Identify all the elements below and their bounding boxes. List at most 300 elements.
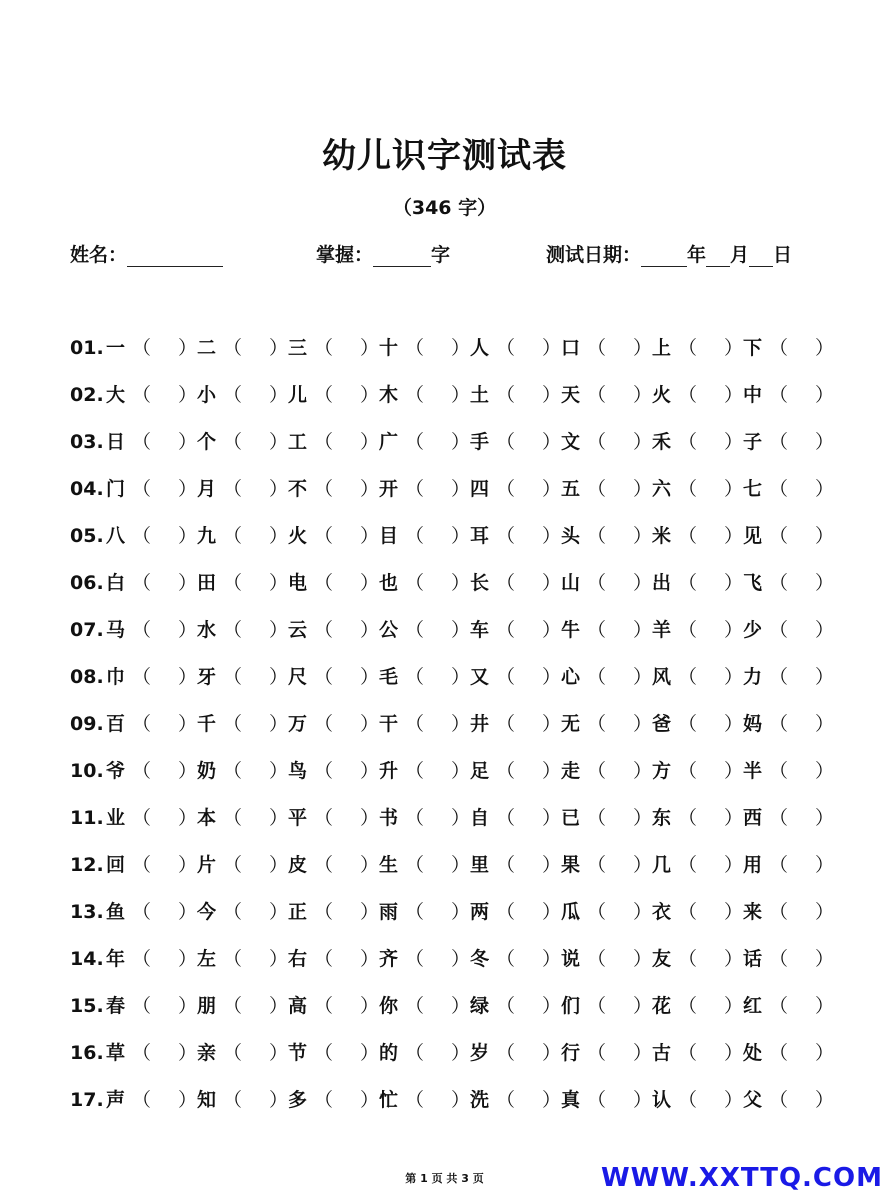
answer-paren-close: ）	[633, 995, 653, 1017]
answer-paren-close: ）	[178, 619, 198, 641]
char: 们	[561, 995, 581, 1017]
answer-paren-close: ）	[815, 854, 835, 876]
char: 千	[197, 713, 217, 735]
char: 火	[288, 525, 308, 547]
char: 处	[743, 1042, 763, 1064]
char: 人	[470, 337, 490, 359]
char: 声	[106, 1089, 126, 1111]
answer-paren-close: ）	[542, 666, 562, 688]
char: 本	[197, 807, 217, 829]
char: 巾	[106, 666, 126, 688]
char: 无	[561, 713, 581, 735]
answer-paren-close: ）	[815, 760, 835, 782]
answer-paren-close: ）	[542, 995, 562, 1017]
char: 花	[652, 995, 672, 1017]
answer-paren-open: （	[314, 525, 334, 547]
answer-paren-close: ）	[360, 478, 380, 500]
answer-paren-close: ）	[451, 760, 471, 782]
char: 行	[561, 1042, 581, 1064]
table-row	[70, 372, 835, 419]
month-label: 月	[730, 244, 750, 266]
char: 少	[743, 619, 763, 641]
table-row	[70, 748, 835, 795]
char: 三	[288, 337, 308, 359]
char: 门	[106, 478, 126, 500]
answer-paren-close: ）	[451, 478, 471, 500]
answer-paren-open: （	[496, 713, 516, 735]
answer-paren-close: ）	[724, 384, 744, 406]
answer-paren-open: （	[314, 807, 334, 829]
row-number: 12.	[70, 854, 104, 876]
answer-paren-close: ）	[815, 525, 835, 547]
year-blank	[641, 244, 687, 267]
character-table	[70, 325, 835, 1124]
table-row	[70, 560, 835, 607]
answer-paren-close: ）	[724, 431, 744, 453]
answer-paren-open: （	[314, 572, 334, 594]
char: 里	[470, 854, 490, 876]
answer-paren-open: （	[769, 760, 789, 782]
answer-paren-open: （	[314, 384, 334, 406]
answer-paren-open: （	[223, 525, 243, 547]
char: 干	[379, 713, 399, 735]
answer-paren-close: ）	[269, 572, 289, 594]
char: 节	[288, 1042, 308, 1064]
char: 果	[561, 854, 581, 876]
char: 书	[379, 807, 399, 829]
char: 口	[561, 337, 581, 359]
answer-paren-open: （	[496, 384, 516, 406]
row-number: 07.	[70, 619, 104, 641]
answer-paren-open: （	[223, 713, 243, 735]
row-number: 01.	[70, 337, 104, 359]
row-number: 16.	[70, 1042, 104, 1064]
answer-paren-close: ）	[178, 948, 198, 970]
mastery-blank	[373, 244, 431, 267]
answer-paren-open: （	[223, 807, 243, 829]
char: 足	[470, 760, 490, 782]
page-title: 幼儿识字测试表	[322, 136, 567, 176]
answer-paren-open: （	[223, 666, 243, 688]
char: 田	[197, 572, 217, 594]
answer-paren-open: （	[769, 1042, 789, 1064]
char: 方	[652, 760, 672, 782]
answer-paren-open: （	[769, 384, 789, 406]
answer-paren-close: ）	[360, 713, 380, 735]
answer-paren-close: ）	[633, 760, 653, 782]
answer-paren-open: （	[496, 901, 516, 923]
char: 绿	[470, 995, 490, 1017]
char: 多	[288, 1089, 308, 1111]
name-blank	[127, 244, 223, 267]
char: 上	[652, 337, 672, 359]
char: 冬	[470, 948, 490, 970]
answer-paren-open: （	[405, 384, 425, 406]
answer-paren-open: （	[132, 384, 152, 406]
answer-paren-close: ）	[724, 807, 744, 829]
char: 半	[743, 760, 763, 782]
answer-paren-open: （	[587, 666, 607, 688]
char: 禾	[652, 431, 672, 453]
answer-paren-close: ）	[178, 854, 198, 876]
answer-paren-open: （	[678, 337, 698, 359]
answer-paren-close: ）	[815, 572, 835, 594]
answer-paren-close: ）	[724, 901, 744, 923]
answer-paren-open: （	[405, 713, 425, 735]
answer-paren-close: ）	[269, 619, 289, 641]
answer-paren-open: （	[496, 337, 516, 359]
answer-paren-open: （	[587, 1089, 607, 1111]
table-row	[70, 795, 835, 842]
char: 平	[288, 807, 308, 829]
answer-paren-open: （	[132, 431, 152, 453]
char: 说	[561, 948, 581, 970]
char: 飞	[743, 572, 763, 594]
row-number: 10.	[70, 760, 104, 782]
char: 业	[106, 807, 126, 829]
answer-paren-open: （	[496, 525, 516, 547]
answer-paren-open: （	[132, 478, 152, 500]
answer-paren-close: ）	[815, 337, 835, 359]
char: 高	[288, 995, 308, 1017]
char: 米	[652, 525, 672, 547]
answer-paren-close: ）	[542, 337, 562, 359]
answer-paren-open: （	[769, 1089, 789, 1111]
answer-paren-open: （	[769, 807, 789, 829]
char: 百	[106, 713, 126, 735]
answer-paren-close: ）	[542, 1089, 562, 1111]
char: 两	[470, 901, 490, 923]
table-row	[70, 466, 835, 513]
answer-paren-open: （	[132, 807, 152, 829]
answer-paren-close: ）	[633, 948, 653, 970]
answer-paren-open: （	[678, 666, 698, 688]
char: 出	[652, 572, 672, 594]
answer-paren-open: （	[587, 901, 607, 923]
answer-paren-close: ）	[542, 478, 562, 500]
answer-paren-close: ）	[269, 1089, 289, 1111]
char: 木	[379, 384, 399, 406]
answer-paren-close: ）	[269, 995, 289, 1017]
test-date-field	[546, 240, 792, 267]
char: 中	[743, 384, 763, 406]
answer-paren-close: ）	[633, 807, 653, 829]
answer-paren-close: ）	[815, 619, 835, 641]
answer-paren-close: ）	[451, 619, 471, 641]
answer-paren-close: ）	[815, 807, 835, 829]
answer-paren-open: （	[223, 1042, 243, 1064]
table-row	[70, 419, 835, 466]
answer-paren-open: （	[587, 948, 607, 970]
char: 十	[379, 337, 399, 359]
answer-paren-open: （	[223, 431, 243, 453]
answer-paren-open: （	[405, 1042, 425, 1064]
answer-paren-close: ）	[360, 760, 380, 782]
answer-paren-close: ）	[360, 1089, 380, 1111]
answer-paren-open: （	[132, 666, 152, 688]
char: 父	[743, 1089, 763, 1111]
answer-paren-open: （	[405, 431, 425, 453]
answer-paren-close: ）	[269, 901, 289, 923]
name-label: 姓名：	[70, 244, 128, 266]
answer-paren-open: （	[587, 854, 607, 876]
char: 车	[470, 619, 490, 641]
month-blank	[706, 244, 730, 267]
char: 认	[652, 1089, 672, 1111]
answer-paren-close: ）	[724, 1089, 744, 1111]
answer-paren-close: ）	[451, 948, 471, 970]
answer-paren-close: ）	[360, 995, 380, 1017]
answer-paren-close: ）	[815, 995, 835, 1017]
char: 云	[288, 619, 308, 641]
char: 日	[106, 431, 126, 453]
answer-paren-close: ）	[269, 431, 289, 453]
answer-paren-open: （	[678, 572, 698, 594]
answer-paren-open: （	[769, 572, 789, 594]
char: 红	[743, 995, 763, 1017]
answer-paren-open: （	[405, 478, 425, 500]
answer-paren-open: （	[314, 478, 334, 500]
answer-paren-open: （	[314, 995, 334, 1017]
char: 公	[379, 619, 399, 641]
row-number: 05.	[70, 525, 104, 547]
char: 力	[743, 666, 763, 688]
answer-paren-close: ）	[451, 666, 471, 688]
answer-paren-open: （	[496, 995, 516, 1017]
char: 古	[652, 1042, 672, 1064]
char: 来	[743, 901, 763, 923]
char: 升	[379, 760, 399, 782]
answer-paren-close: ）	[815, 666, 835, 688]
answer-paren-close: ）	[178, 666, 198, 688]
char: 岁	[470, 1042, 490, 1064]
answer-paren-open: （	[223, 619, 243, 641]
table-row	[70, 983, 835, 1030]
char: 水	[197, 619, 217, 641]
char: 今	[197, 901, 217, 923]
answer-paren-close: ）	[269, 854, 289, 876]
answer-paren-open: （	[587, 995, 607, 1017]
answer-paren-open: （	[496, 760, 516, 782]
answer-paren-close: ）	[451, 384, 471, 406]
char: 草	[106, 1042, 126, 1064]
answer-paren-close: ）	[360, 384, 380, 406]
answer-paren-open: （	[678, 431, 698, 453]
answer-paren-close: ）	[451, 337, 471, 359]
answer-paren-close: ）	[269, 948, 289, 970]
char: 自	[470, 807, 490, 829]
answer-paren-close: ）	[178, 713, 198, 735]
answer-paren-open: （	[769, 713, 789, 735]
answer-paren-close: ）	[633, 1042, 653, 1064]
char: 土	[470, 384, 490, 406]
char: 尺	[288, 666, 308, 688]
char: 见	[743, 525, 763, 547]
char: 几	[652, 854, 672, 876]
char: 耳	[470, 525, 490, 547]
answer-paren-open: （	[223, 337, 243, 359]
answer-paren-close: ）	[451, 1042, 471, 1064]
char: 年	[106, 948, 126, 970]
char: 目	[379, 525, 399, 547]
answer-paren-close: ）	[724, 995, 744, 1017]
answer-paren-open: （	[678, 478, 698, 500]
answer-paren-open: （	[496, 572, 516, 594]
answer-paren-open: （	[132, 713, 152, 735]
char: 山	[561, 572, 581, 594]
date-label: 测试日期：	[546, 244, 642, 266]
answer-paren-open: （	[587, 713, 607, 735]
answer-paren-close: ）	[724, 525, 744, 547]
answer-paren-close: ）	[178, 478, 198, 500]
answer-paren-close: ）	[269, 713, 289, 735]
char: 亲	[197, 1042, 217, 1064]
answer-paren-close: ）	[815, 948, 835, 970]
answer-paren-close: ）	[542, 384, 562, 406]
answer-paren-open: （	[587, 619, 607, 641]
answer-paren-open: （	[496, 948, 516, 970]
answer-paren-open: （	[132, 525, 152, 547]
char: 天	[561, 384, 581, 406]
char: 长	[470, 572, 490, 594]
answer-paren-open: （	[223, 384, 243, 406]
char: 四	[470, 478, 490, 500]
char: 火	[652, 384, 672, 406]
char: 的	[379, 1042, 399, 1064]
char: 已	[561, 807, 581, 829]
answer-paren-close: ）	[178, 807, 198, 829]
answer-paren-open: （	[223, 478, 243, 500]
char: 西	[743, 807, 763, 829]
answer-paren-open: （	[314, 337, 334, 359]
answer-paren-open: （	[678, 1089, 698, 1111]
answer-paren-close: ）	[815, 1042, 835, 1064]
answer-paren-open: （	[405, 995, 425, 1017]
answer-paren-close: ）	[724, 713, 744, 735]
answer-paren-close: ）	[269, 384, 289, 406]
answer-paren-close: ）	[815, 713, 835, 735]
year-label: 年	[687, 244, 707, 266]
answer-paren-open: （	[587, 760, 607, 782]
char: 毛	[379, 666, 399, 688]
char: 齐	[379, 948, 399, 970]
answer-paren-open: （	[496, 854, 516, 876]
answer-paren-close: ）	[724, 760, 744, 782]
answer-paren-close: ）	[269, 478, 289, 500]
answer-paren-close: ）	[451, 807, 471, 829]
char: 六	[652, 478, 672, 500]
answer-paren-open: （	[314, 713, 334, 735]
answer-paren-open: （	[405, 807, 425, 829]
char: 东	[652, 807, 672, 829]
answer-paren-open: （	[314, 1089, 334, 1111]
answer-paren-open: （	[587, 1042, 607, 1064]
char: 爷	[106, 760, 126, 782]
answer-paren-open: （	[678, 760, 698, 782]
answer-paren-open: （	[132, 1089, 152, 1111]
char: 回	[106, 854, 126, 876]
answer-paren-open: （	[587, 337, 607, 359]
answer-paren-close: ）	[724, 337, 744, 359]
answer-paren-close: ）	[178, 901, 198, 923]
char: 月	[197, 478, 217, 500]
answer-paren-open: （	[405, 901, 425, 923]
char: 九	[197, 525, 217, 547]
answer-paren-close: ）	[724, 619, 744, 641]
answer-paren-open: （	[223, 1089, 243, 1111]
char: 雨	[379, 901, 399, 923]
answer-paren-open: （	[223, 995, 243, 1017]
table-row	[70, 325, 835, 372]
char: 又	[470, 666, 490, 688]
char: 井	[470, 713, 490, 735]
answer-paren-close: ）	[633, 713, 653, 735]
answer-paren-close: ）	[542, 1042, 562, 1064]
char: 下	[743, 337, 763, 359]
char: 风	[652, 666, 672, 688]
answer-paren-close: ）	[815, 384, 835, 406]
table-row	[70, 1077, 835, 1124]
answer-paren-open: （	[769, 431, 789, 453]
char: 白	[106, 572, 126, 594]
day-label: 日	[773, 244, 793, 266]
answer-paren-open: （	[587, 478, 607, 500]
day-blank	[749, 244, 773, 267]
char: 不	[288, 478, 308, 500]
answer-paren-close: ）	[542, 713, 562, 735]
char: 文	[561, 431, 581, 453]
answer-paren-close: ）	[724, 1042, 744, 1064]
char: 开	[379, 478, 399, 500]
answer-paren-close: ）	[178, 572, 198, 594]
answer-paren-close: ）	[633, 337, 653, 359]
answer-paren-open: （	[678, 525, 698, 547]
answer-paren-open: （	[496, 807, 516, 829]
answer-paren-open: （	[405, 948, 425, 970]
char: 知	[197, 1089, 217, 1111]
char: 子	[743, 431, 763, 453]
answer-paren-close: ）	[633, 572, 653, 594]
char-count-subtitle: （346 字）	[392, 197, 497, 219]
answer-paren-open: （	[314, 666, 334, 688]
char: 走	[561, 760, 581, 782]
answer-paren-open: （	[132, 337, 152, 359]
row-number: 17.	[70, 1089, 104, 1111]
answer-paren-close: ）	[542, 619, 562, 641]
answer-paren-open: （	[587, 807, 607, 829]
table-row	[70, 513, 835, 560]
answer-paren-open: （	[496, 619, 516, 641]
answer-paren-open: （	[678, 1042, 698, 1064]
answer-paren-open: （	[405, 760, 425, 782]
answer-paren-close: ）	[542, 901, 562, 923]
answer-paren-open: （	[405, 337, 425, 359]
answer-paren-open: （	[314, 431, 334, 453]
answer-paren-close: ）	[178, 431, 198, 453]
answer-paren-open: （	[769, 854, 789, 876]
row-number: 06.	[70, 572, 104, 594]
answer-paren-open: （	[587, 431, 607, 453]
answer-paren-close: ）	[633, 525, 653, 547]
answer-paren-close: ）	[542, 807, 562, 829]
page-footer: 第 1 页 共 3 页	[405, 1172, 484, 1185]
answer-paren-close: ）	[542, 760, 562, 782]
answer-paren-close: ）	[269, 525, 289, 547]
answer-paren-open: （	[405, 572, 425, 594]
char: 右	[288, 948, 308, 970]
answer-paren-close: ）	[451, 854, 471, 876]
answer-paren-open: （	[769, 619, 789, 641]
